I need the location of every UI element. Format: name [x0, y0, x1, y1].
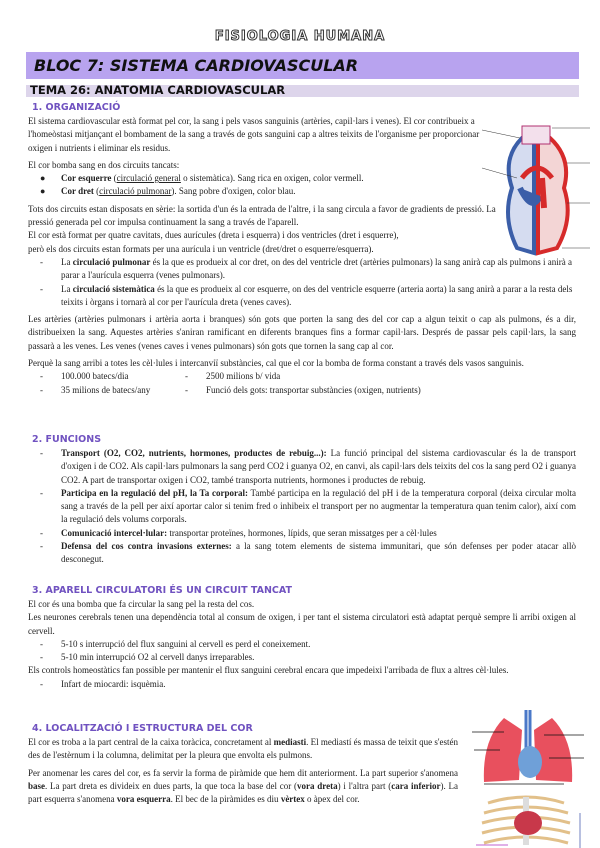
dash-list	[28, 256, 576, 309]
bold-text: vora dreta	[297, 780, 338, 791]
bold-text: mediasti	[273, 737, 307, 747]
bold-text: vèrtex	[280, 794, 305, 805]
section-heading: 2. FUNCIONS	[32, 434, 102, 445]
bloc-title: BLOC 7: SISTEMA CARDIOVASCULAR	[34, 56, 359, 75]
text: També participa en la regulació del pH i de la temperatura corporal (deixa circular molta sang a través de la pell per així aportar calor si tenim fred o inhibeix el transport per no augmentar la temperatura quan tenim calor), així com la regulació dels volums corporals.	[61, 487, 577, 525]
dash-list	[28, 638, 576, 665]
text: 5-10 min interrupció O2 al cervell danys irreparables.	[61, 652, 255, 663]
tema-banner	[26, 85, 579, 97]
list-item: - Defensa del cos contra invasions externes: a la sang totem elements de sistema immunitari, que són defenses per poder atacar allò desconegut.	[40, 541, 576, 565]
text: ). Sang pobre d'oxigen, color blau.	[171, 186, 296, 197]
text: 100.000 batecs/dia	[61, 371, 129, 382]
section-heading: 1. ORGANIZACIÓ	[32, 102, 121, 113]
list-item: - Comunicació intercel·lular: transportar proteïnes, hormones, lípids, que seran missatges per a cèl·lules	[40, 527, 437, 538]
text: o sistemàtica). Sang rica en oxigen, color vermell.	[180, 173, 364, 184]
bold-text: Comunicació intercel·lular:	[61, 527, 168, 538]
text: Funció dels gots: transportar substàncies (oxigen, nutrients)	[206, 384, 421, 395]
paragraph: El cor és una bomba que fa circular la sang pel la resta del cos.	[28, 599, 255, 609]
paragraph: Perquè la sang arribi a totes les cèl·lules i intercanviï substàncies, cal que el cor la bomba de forma constant a través dels vasos sanguinis.	[28, 358, 524, 369]
section-heading: 3. APARELL CIRCULATORI ÉS UN CIRCUIT TANCAT	[32, 585, 292, 596]
text: El cor es troba a la part central de la caixa toràcica, concretament al	[28, 737, 274, 747]
text: . La part dreta es divideix en dues parts, la que toca la base del cor (	[45, 780, 298, 791]
paragraph: El cor està format per quatre cavitats, dues aurícules (dreta i esquerra) i dos ventricles (dret i esquerre),	[28, 230, 399, 241]
section-circuit-tancat	[28, 584, 576, 691]
text: La	[61, 256, 73, 267]
text: 2500 milions b/ vida	[206, 371, 281, 382]
text: ) i l'altra part (	[337, 780, 392, 791]
bold-text: circulació sistemàtica	[72, 283, 155, 294]
underlined-text: circulació pulmonar	[99, 186, 172, 197]
bold-text: cara inferior	[391, 780, 441, 791]
list-item: - 5-10 min interrupció O2 al cervell danys irreparables.	[40, 652, 255, 663]
bloc-banner	[26, 52, 579, 79]
list-item: - 5-10 s interrupció del flux sanguini al cervell es perd el coneixement.	[40, 638, 311, 649]
lungs-illustration-image	[464, 710, 592, 792]
text: (	[93, 186, 100, 197]
paragraph: El cor bomba sang en dos circuits tancats:	[28, 159, 180, 170]
text: . El mediastí és massa de teixit que s'estén des de l'estèrnum i la columna, delimitat per la pleura que envolta els pulmons.	[28, 737, 458, 761]
bold-text: circulació pulmonar	[72, 256, 151, 267]
text: és la que es produeix al cor esquerre, on des del ventricle esquerre (arteria aorta) la sang anirà a parar a la resta dels teixits i òrgans i tornarà al cor per l'aurícula dreta (venes caves).	[61, 283, 573, 307]
bold-text: Participa en la regulació del pH, la Ta corporal:	[61, 487, 248, 498]
paragraph	[28, 767, 458, 807]
bold-text: Cor esquerre	[61, 173, 112, 184]
text: Per anomenar les cares del cor, es fa servir la forma de piràmide que hem dit anteriorment. La part superior s'anomena	[28, 767, 458, 778]
dash-list	[28, 678, 576, 691]
section-localitzacio	[28, 722, 458, 806]
paragraph: però els dos circuits estan formats per una aurícula i un ventricle (dret/dret o esquerre/esquerra).	[28, 243, 374, 254]
text: transportar proteïnes, hormones, lípids, que seran missatges per a cèl·lules	[167, 527, 437, 538]
text: 5-10 s interrupció del flux sanguini al cervell es perd el coneixement.	[61, 638, 311, 649]
paragraph: Tots dos circuits estan disposats en sèrie: la sortida d'un és la entrada de l'altre, i la sang circula a favor de gradients de pressió. La pressió generada pel cor impulsa continuament la sang a través de l'aparell.	[28, 203, 496, 228]
bold-text: vora esquerra	[116, 794, 171, 805]
tema-title: TEMA 26: ANATOMIA CARDIOVASCULAR	[30, 83, 286, 97]
text: és la que es produeix al cor dret, on des del ventricle dret (artèries pulmonars) la sang anirà cap als pulmons i anirà a parar a l'aurícula esquerra (venes pulmonars).	[61, 256, 572, 281]
list-item: - 2500 milions b/ vida	[185, 371, 281, 382]
section-funcions	[28, 433, 576, 567]
course-title: FISIOLOGIA HUMANA	[214, 29, 386, 44]
thorax-illustration-image	[468, 793, 586, 848]
list-item: - La circulació sistemàtica és la que es produeix al cor esquerre, on des del ventricle esquerre (arteria aorta) la sang anirà a parar a la resta dels teixits i òrgans i tornarà al cor per l'aurícula dreta (venes caves).	[40, 283, 573, 307]
list-item: - Transport (O2, CO2, nutrients, hormones, productes de rebuig...): La funció principal del sistema cardiovascular és la de transport d'oxigen i de CO2. Als capil·lars pulmonars la sang perd CO2 i guanya O2, en canvi, als capil·lars dels teixits del cos la sang perd O2 i guanya CO2. A part de transportar oxigen i CO2, també transporta nutrients, hormones i productes de rebuig.	[40, 448, 576, 485]
bold-text: Defensa del cos contra invasions externes:	[61, 541, 232, 552]
text: La	[61, 283, 73, 294]
text: ). La part esquerra s'anomena	[28, 780, 458, 805]
section-organitzacio	[28, 101, 576, 397]
facts-list	[28, 370, 576, 397]
text: (	[111, 173, 117, 184]
list-item: ● Cor dret (circulació pulmonar). Sang pobre d'oxigen, color blau.	[40, 186, 296, 197]
text: o àpex del cor.	[304, 794, 360, 805]
paragraph: El sistema cardiovascular està format pel cor, la sang i pels vasos sanguinis (artèries, capil·lars i venes). El cor contribueix a l'homeòstasi mitjançant el bombament de la sang a través de gots sanguini cap a altres teixits de l'organisme per proporcionar oxigen i nutrients i eliminar els residus.	[28, 116, 480, 153]
paragraph: Les neurones cerebrals tenen una dependència total al consum de oxigen, i per tant el sistema circulatori està adaptat perquè sempre li arribi oxigen al cervell.	[28, 612, 576, 636]
paragraph	[28, 736, 458, 763]
paragraph: Les artèries (artèries pulmonars i artèria aorta i branques) són gots que porten la sang des del cor cap a algun teixit o cap als pulmons, és a dir, distribueixen la sang. Aquestes artèries s'aniran ramificant en diferents branques fins a formar capil·lars. Després de passar pels capil·lars, la sang passarà a les venes. Les venes (venes caves i venes pulmonars) són gots que tornen la sang cap al cor.	[28, 314, 576, 351]
bold-text: Cor dret	[61, 186, 94, 197]
underlined-text: circulació general	[116, 173, 181, 184]
paragraph: Els controls homeostàtics fan possible per mantenir el flux sanguini cerebral encara que impedeixi l'arribada de flux a altres cèl·lules.	[28, 665, 509, 676]
text: . El bec de la piràmides es diu	[170, 794, 281, 805]
section-heading: 4. LOCALITZACIÓ I ESTRUCTURA DEL COR	[32, 723, 253, 734]
bullet-list	[28, 172, 576, 199]
list-item: - Participa en la regulació del pH, la Ta corporal: També participa en la regulació del pH i de la temperatura corporal (deixa circular molta sang a través de la pell per així aportar calor si tenim fred o inhibeix el transport per no augmentar la temperatura quan tenim calor), així com la regulació dels volums corporals.	[40, 487, 577, 525]
text: 35 milions de batecs/any	[61, 384, 151, 395]
text: La funció principal del sistema cardiovascular és la de transport d'oxigen i de CO2. Als capil·lars pulmonars la sang perd CO2 i guanya O2, en canvi, als capil·lars dels teixits del cos la sang perd O2 i guanya CO2. A part de transportar oxigen i CO2, també transporta nutrients, hormones i productes de rebuig.	[61, 448, 576, 485]
list-item: - Infart de miocardi: isquèmia.	[40, 678, 166, 689]
list-item: - 100.000 batecs/dia	[40, 371, 129, 382]
list-item: - La circulació pulmonar és la que es produeix al cor dret, on des del ventricle dret (artèries pulmonars) la sang anirà cap als pulmons i anirà a parar a l'aurícula esquerra (venes pulmonars).	[40, 256, 572, 281]
list-item: - 35 milions de batecs/any	[40, 384, 151, 395]
bold-text: Transport (O2, CO2, nutrients, hormones, productes de rebuig...):	[61, 448, 327, 458]
text: a la sang totem elements de sistema immunitari, que són defenses per poder atacar allò desconegut.	[61, 541, 576, 565]
text: Infart de miocardi: isquèmia.	[61, 678, 166, 689]
list-item: - Funció dels gots: transportar substàncies (oxigen, nutrients)	[185, 384, 421, 395]
dash-list	[28, 447, 576, 567]
list-item: ● Cor esquerre (circulació general o sistemàtica). Sang rica en oxigen, color vermell.	[40, 173, 364, 184]
bold-text: base	[28, 780, 46, 791]
